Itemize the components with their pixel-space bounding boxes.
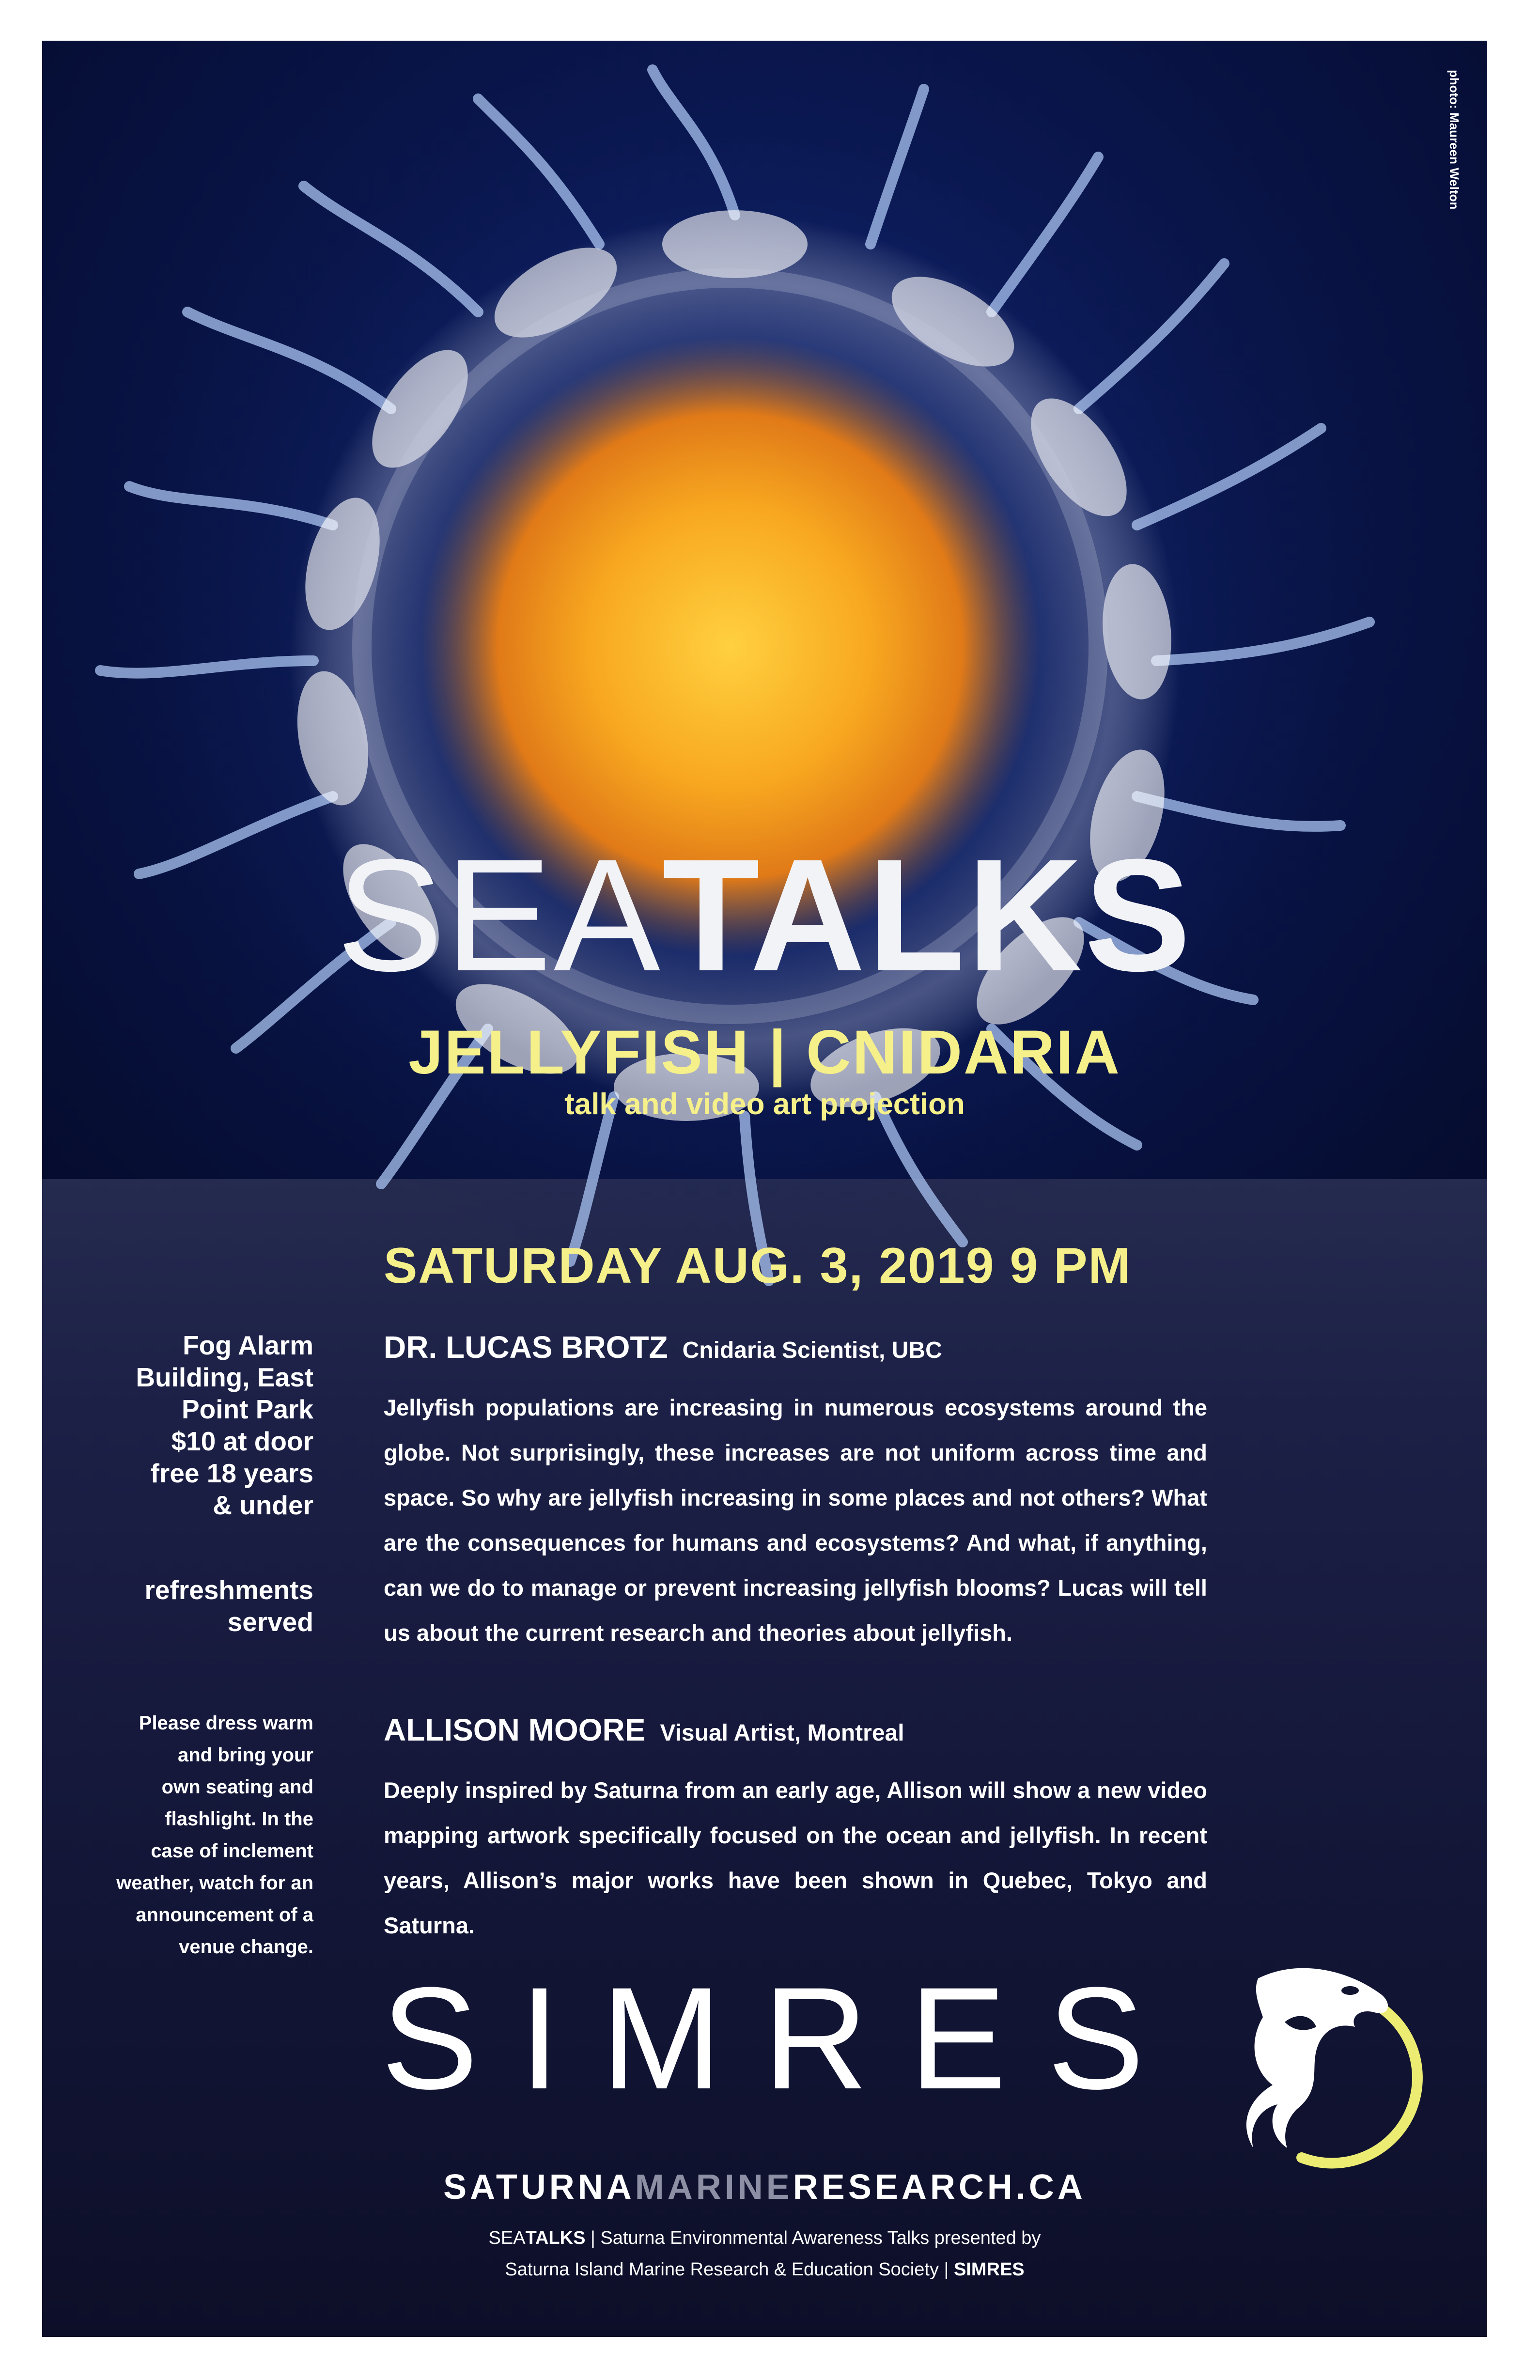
refreshments-line: served — [227, 1607, 313, 1637]
note-line: flashlight. In the — [165, 1808, 313, 1830]
refreshments-line: refreshments — [144, 1575, 313, 1605]
event-subtitle: talk and video art projection — [564, 1088, 965, 1121]
event-title — [42, 825, 1487, 1004]
price-line: free 18 years — [150, 1458, 313, 1488]
photo-credit: photo: Maureen Welton — [1447, 70, 1462, 210]
refreshments-info — [81, 1574, 313, 1638]
topic-heading: JELLYFISH | CNIDARIA — [408, 1018, 1121, 1087]
note-line: and bring your — [178, 1744, 313, 1766]
website-url — [42, 2167, 1487, 2207]
url-part: MARINE — [635, 2168, 793, 2207]
speaker-heading — [384, 1329, 1207, 1365]
footer-text: SIMRES — [953, 2259, 1025, 2280]
speaker-role: Cnidaria Scientist, UBC — [682, 1338, 942, 1363]
speaker-name: DR. LUCAS BROTZ — [384, 1330, 668, 1365]
event-date: SATURDAY AUG. 3, 2019 9 PM — [384, 1238, 1132, 1294]
footer-line-1 — [42, 2228, 1487, 2249]
price-line: $10 at door — [171, 1426, 313, 1456]
poster — [42, 41, 1487, 2337]
footer-text: Saturna Island Marine Research & Education Society | — [505, 2259, 954, 2280]
simres-wordmark: SIMRES — [381, 1957, 1186, 2119]
speaker-name: ALLISON MOORE — [384, 1712, 646, 1747]
speaker-bio: Jellyfish populations are increasing in numerous ecosystems around the globe. Not surprisingly, these increases are not uniform across time and space. So why are jellyfish increasing in some places and not others? What are the consequences for humans and ecosystems? And what, if anything, can we do to manage or prevent increasing jellyfish blooms? Lucas will tell us about the current research and theories about jellyfish. — [384, 1395, 1207, 1646]
note-line: venue change. — [179, 1936, 313, 1958]
venue-info — [81, 1329, 313, 1521]
speaker-heading — [384, 1712, 1207, 1748]
url-part: RESEARCH.CA — [793, 2168, 1086, 2207]
footer-text: TALKS — [525, 2228, 586, 2248]
title-sea: SEA — [336, 825, 662, 1004]
title-talks: TALKS — [662, 825, 1193, 1004]
url-part: SATURNA — [443, 2168, 635, 2207]
speaker-role: Visual Artist, Montreal — [660, 1720, 904, 1746]
note-line: announcement of a — [136, 1904, 313, 1926]
venue-line: Building, East — [136, 1362, 313, 1392]
price-line: & under — [213, 1490, 313, 1520]
venue-line: Point Park — [181, 1394, 313, 1424]
footer-line-2 — [42, 2259, 1487, 2280]
note-line: own seating and — [161, 1776, 313, 1798]
orca-circle-logo-icon — [1239, 1964, 1442, 2177]
attendance-note — [81, 1707, 313, 1963]
note-line: Please dress warm — [139, 1712, 313, 1734]
jellyfish-photo — [42, 41, 1487, 1397]
note-line: case of inclement — [151, 1840, 313, 1862]
footer-text: SEA — [488, 2228, 526, 2248]
venue-line: Fog Alarm — [183, 1330, 313, 1360]
footer-text: | Saturna Environmental Awareness Talks presented by — [585, 2228, 1041, 2248]
note-line: weather, watch for an — [116, 1872, 313, 1894]
speaker-bio: Deeply inspired by Saturna from an early age, Allison will show a new video mapping artwork specifically focused on the ocean and jellyfish. In recent years, Allison’s major works have been shown in Quebec, Tokyo and Saturna. — [384, 1777, 1207, 1938]
